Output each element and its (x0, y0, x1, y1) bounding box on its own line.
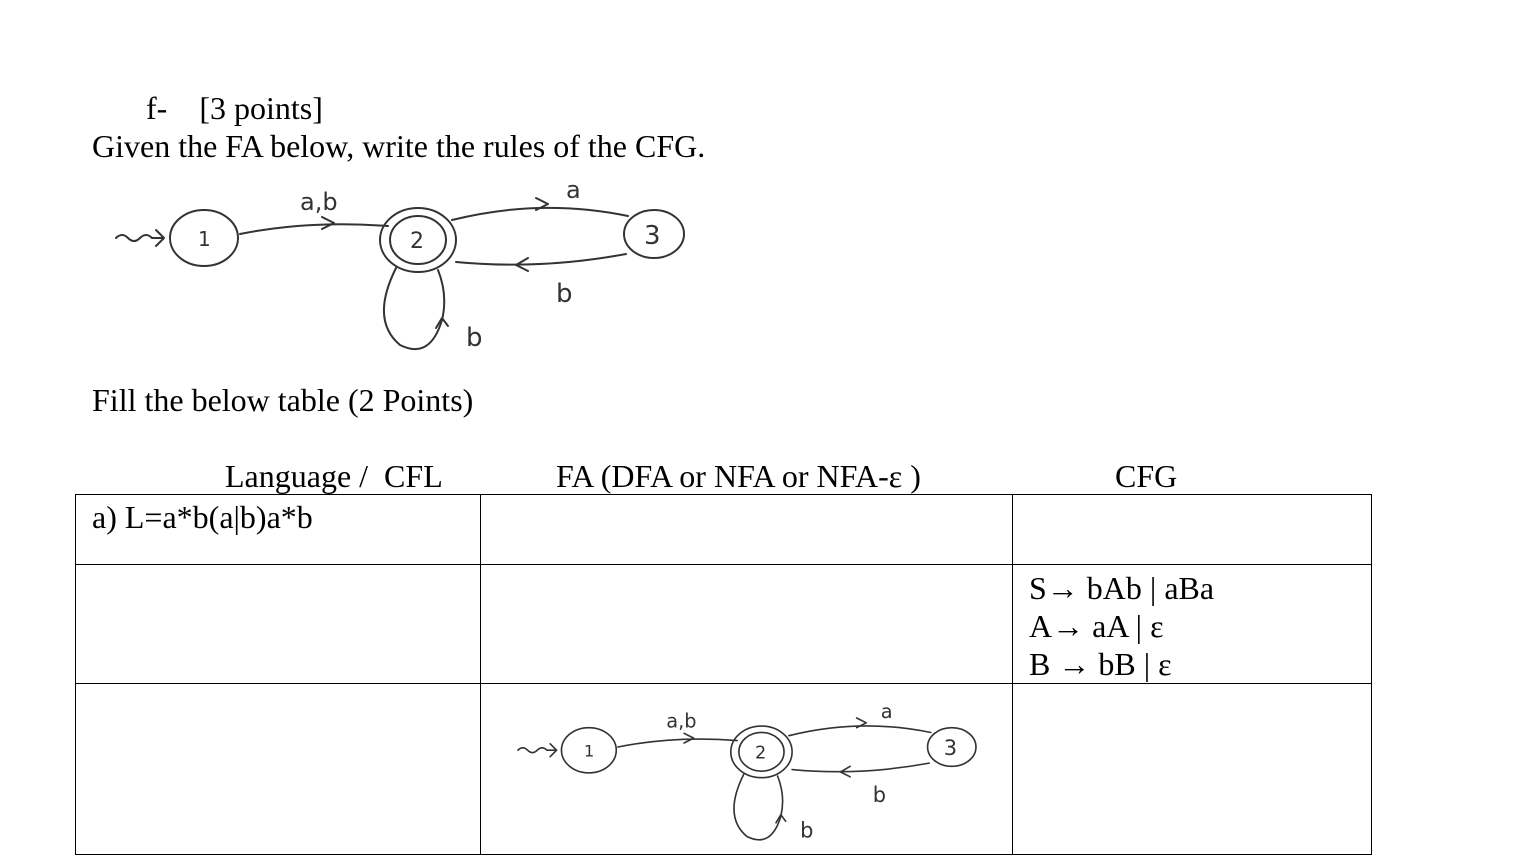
question-points: [3 points] (199, 90, 323, 126)
edge-1-2-label: a,b (300, 188, 338, 216)
header-fa: FA (DFA or NFA or NFA-ε ) (556, 458, 921, 494)
question-heading (146, 90, 323, 127)
edge-3-2-label: b (872, 782, 887, 807)
state-2-label: 2 (755, 743, 767, 764)
answer-table (75, 494, 1372, 855)
language-text: a) L=a*b(a|b)a*b (92, 499, 313, 535)
state-1-label: 1 (198, 227, 211, 251)
edge-3-2-label: b (556, 279, 573, 309)
cell-language[interactable] (76, 684, 481, 855)
self-loop-2-label: b (800, 818, 814, 843)
state-3-label: 3 (943, 736, 958, 761)
self-loop-2 (734, 774, 783, 839)
cfg-rule: B → bB | ε (1029, 646, 1172, 682)
question-prompt: Given the FA below, write the rules of the CFG. (92, 128, 706, 164)
edge-3-2 (456, 254, 626, 265)
table-instruction: Fill the below table (2 Points) (92, 382, 474, 418)
cell-language[interactable] (76, 565, 481, 684)
cell-fa[interactable] (481, 495, 1013, 565)
edge-2-3 (789, 726, 931, 736)
self-loop-2 (384, 268, 444, 349)
fa-diagram-table (505, 692, 1005, 852)
cell-fa[interactable] (481, 565, 1013, 684)
self-loop-2-label: b (466, 323, 483, 353)
edge-1-2 (618, 739, 737, 747)
header-language: Language / CFL (225, 458, 443, 494)
cell-language (76, 495, 481, 565)
table-row (76, 495, 1372, 565)
cfg-rules (1013, 565, 1371, 683)
table-row (76, 684, 1372, 855)
edge-1-2-arrowhead (684, 733, 694, 743)
edge-1-2-label: a,b (666, 709, 697, 733)
cell-cfg[interactable] (1013, 684, 1372, 855)
cell-fa (481, 684, 1013, 855)
start-arrow (518, 748, 555, 753)
start-arrow (116, 235, 162, 241)
edge-2-3 (452, 208, 628, 220)
cfg-rule: A→ aA | ε (1029, 608, 1164, 644)
edge-2-3-label: a (880, 699, 893, 723)
question-label: f- (146, 90, 168, 126)
edge-1-2-arrowhead (322, 217, 334, 229)
cell-cfg[interactable] (1013, 495, 1372, 565)
table-row (76, 565, 1372, 684)
edge-3-2 (792, 763, 929, 772)
cfg-rule: S→ bAb | aBa (1029, 570, 1215, 606)
edge-2-3-label: a (566, 176, 581, 204)
edge-1-2 (240, 224, 388, 234)
state-2-label: 2 (410, 229, 424, 254)
cell-cfg (1013, 565, 1372, 684)
state-1-label: 1 (584, 741, 595, 761)
header-cfg: CFG (1115, 458, 1178, 494)
fa-diagram-top (100, 170, 720, 360)
state-3-label: 3 (644, 221, 661, 251)
